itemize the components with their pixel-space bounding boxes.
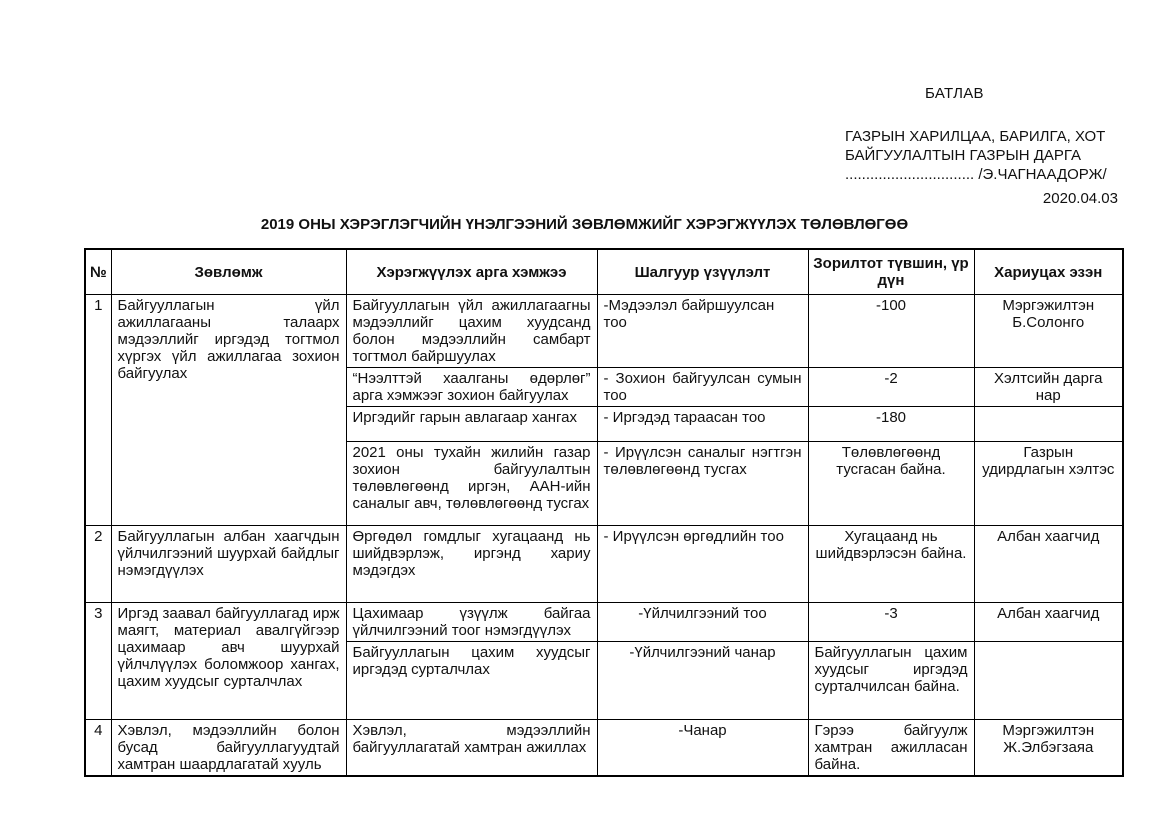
- cell-owner: Хэлтсийн дарга нар: [974, 368, 1123, 407]
- cell-criteria: -Мэдээлэл байршуулсан тоо: [597, 295, 808, 368]
- plan-table: [84, 248, 1124, 777]
- cell-owner: [974, 407, 1123, 442]
- plan-table-body: [85, 295, 1123, 777]
- cell-criteria: - Иргэдэд тараасан тоо: [597, 407, 808, 442]
- cell-owner: Мэргэжилтэн Ж.Элбэгзаяа: [974, 720, 1123, 777]
- approval-date: 2020.04.03: [1042, 190, 1118, 207]
- approval-stamp-label: БАТЛАВ: [925, 85, 984, 102]
- column-header-3: Шалгуур үзүүлэлт: [597, 249, 808, 295]
- header-row: [85, 249, 1123, 295]
- cell-action: Цахимаар үзүүлж байгаа үйлчилгээний тоог нэмэгдүүлэх: [346, 603, 597, 642]
- cell-owner: [974, 642, 1123, 720]
- cell-no: 1: [85, 295, 111, 526]
- cell-criteria: - Ирүүлсэн өргөдлийн тоо: [597, 526, 808, 603]
- cell-action: “Нээлттэй хаалганы өдөрлөг” арга хэмжээг зохион байгуулах: [346, 368, 597, 407]
- cell-criteria: -Үйлчилгээний чанар: [597, 642, 808, 720]
- document-title: 2019 ОНЫ ХЭРЭГЛЭГЧИЙН ҮНЭЛГЭЭНИЙ ЗӨВЛӨМЖИЙГ ХЭРЭГЖҮҮЛЭХ ТӨЛӨВЛӨГӨӨ: [260, 216, 909, 233]
- column-header-2: Хэрэгжүүлэх арга хэмжээ: [346, 249, 597, 295]
- cell-action: 2021 оны тухайн жилийн газар зохион байгуулалтын төлөвлөгөөнд иргэн, ААН-ийн саналыг авч, төлөвлөгөөнд тусгах: [346, 442, 597, 526]
- cell-owner: Албан хаагчид: [974, 603, 1123, 642]
- table-row: [85, 720, 1123, 777]
- cell-no: 4: [85, 720, 111, 777]
- cell-action: Байгууллагын цахим хуудсыг иргэдэд сурталчлах: [346, 642, 597, 720]
- cell-criteria: - Ирүүлсэн саналыг нэгтгэн төлөвлөгөөнд тусгах: [597, 442, 808, 526]
- cell-recommendation: Байгууллагын үйл ажиллагааны талаарх мэдээллийг иргэдэд тогтмол хүргэх үйл ажиллагаа зохион байгуулах: [111, 295, 346, 526]
- cell-target: Байгууллагын цахим хуудсыг иргэдэд сурталчилсан байна.: [808, 642, 974, 720]
- cell-target: Төлөвлөгөөнд тусгасан байна.: [808, 442, 974, 526]
- cell-no: 2: [85, 526, 111, 603]
- cell-action: Байгууллагын үйл ажиллагаагны мэдээллийг цахим хуудсанд болон мэдээллийн самбарт тогтмол байршуулах: [346, 295, 597, 368]
- approval-org-line2: БАЙГУУЛАЛТЫН ГАЗРЫН ДАРГА: [845, 147, 1082, 164]
- cell-recommendation: Байгууллагын албан хаагчдын үйлчилгээний шуурхай байдлыг нэмэгдүүлэх: [111, 526, 346, 603]
- column-header-0: №: [85, 249, 111, 295]
- table-row: [85, 526, 1123, 603]
- cell-target: -180: [808, 407, 974, 442]
- cell-criteria: - Зохион байгуулсан сумын тоо: [597, 368, 808, 407]
- approval-signature-line: ............................... /Э.ЧАГНААДОРЖ/: [845, 166, 1107, 183]
- table-row: [85, 603, 1123, 642]
- cell-action: Өргөдөл гомдлыг хугацаанд нь шийдвэрлэж, иргэнд хариу мэдэгдэх: [346, 526, 597, 603]
- column-header-1: Зөвлөмж: [111, 249, 346, 295]
- cell-recommendation: Иргэд заавал байгууллагад ирж маягт, материал авалгүйгээр цахимаар авч шуурхай үйлчлүүлэх боломжоор хангах, цахим хуудсыг сурталчлах: [111, 603, 346, 720]
- cell-target: Гэрээ байгуулж хамтран ажилласан байна.: [808, 720, 974, 777]
- cell-target: -2: [808, 368, 974, 407]
- table-row: [85, 295, 1123, 368]
- plan-table-head: [85, 249, 1123, 295]
- cell-criteria: -Үйлчилгээний тоо: [597, 603, 808, 642]
- cell-owner: Газрын удирдлагын хэлтэс: [974, 442, 1123, 526]
- cell-owner: Мэргэжилтэн Б.Солонго: [974, 295, 1123, 368]
- cell-no: 3: [85, 603, 111, 720]
- cell-action: Хэвлэл, мэдээллийн байгууллагатай хамтран ажиллах: [346, 720, 597, 777]
- cell-target: Хугацаанд нь шийдвэрлэсэн байна.: [808, 526, 974, 603]
- column-header-4: Зорилтот түвшин, үр дүн: [808, 249, 974, 295]
- cell-target: -3: [808, 603, 974, 642]
- cell-owner: Албан хаагчид: [974, 526, 1123, 603]
- cell-target: -100: [808, 295, 974, 368]
- cell-criteria: -Чанар: [597, 720, 808, 777]
- column-header-5: Хариуцах эзэн: [974, 249, 1123, 295]
- approval-block: [845, 127, 1135, 184]
- approval-org-line1: ГАЗРЫН ХАРИЛЦАА, БАРИЛГА, ХОТ: [845, 128, 1106, 145]
- cell-recommendation: Хэвлэл, мэдээллийн болон бусад байгууллагуудтай хамтран шаардлагатай хууль: [111, 720, 346, 777]
- cell-action: Иргэдийг гарын авлагаар хангах: [346, 407, 597, 442]
